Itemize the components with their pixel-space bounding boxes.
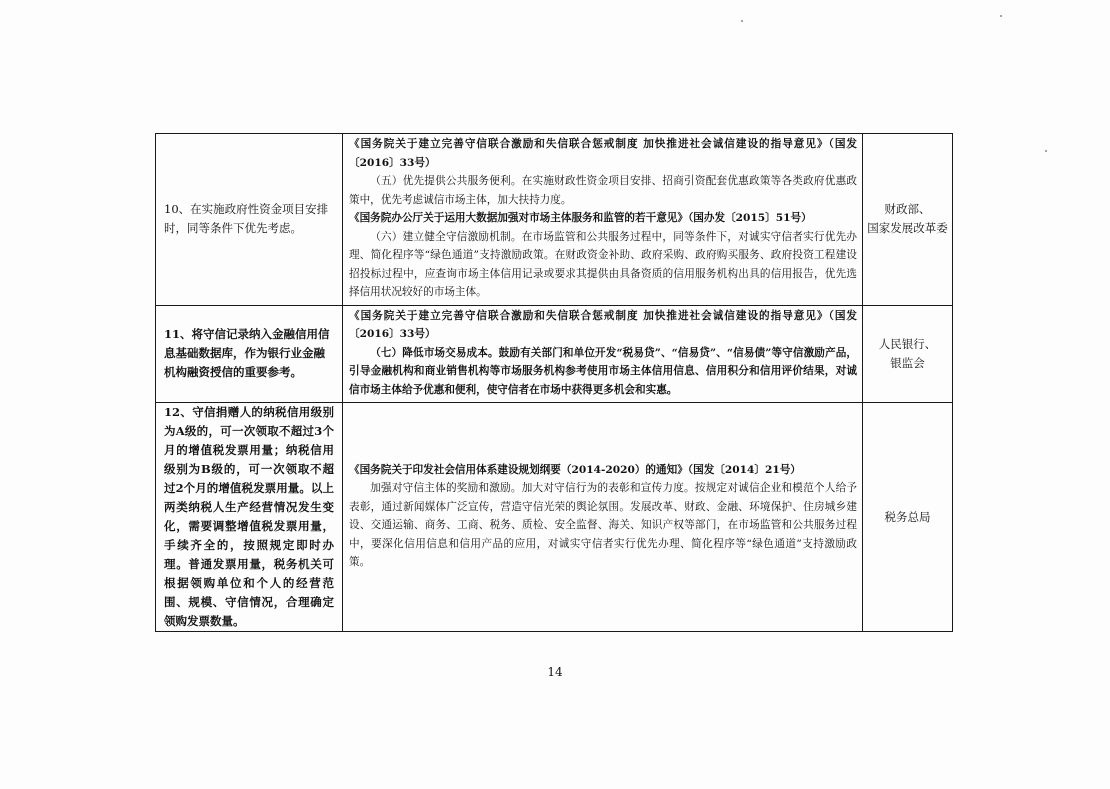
item-cell	[156, 403, 343, 632]
policy-paragraph: 加强对守信主体的奖励和激励。加大对守信行为的表彰和宣传力度。按规定对诚信企业和模范个人给予表彰，通过新闻媒体广泛宣传，营造守信光荣的舆论氛围。发展改革、财政、金融、环境保护、住房城乡建设、交通运输、商务、工商、税务、质检、安全监督、海关、知识产权等部门，在市场监管和公共服务过程中，要深化信用信息和信用产品的应用，对诚实守信者实行优先办理、简化程序等“绿色通道”支持激励政策。	[349, 482, 857, 568]
scan-speck	[1045, 150, 1047, 152]
policy-reference: 《国务院关于建立完善守信联合激励和失信联合惩戒制度 加快推进社会诚信建设的指导意见》（国发〔2016〕33号）	[349, 309, 857, 340]
department-text: 税务总局	[884, 509, 931, 524]
item-text: 12、守信捐赠人的纳税信用级别为A级的，可一次领取不超过3个月的增值税发票用量；纳税信用级别为B级的，可一次领取不超过2个月的增值税发票用量。以上两类纳税人生产经营情况发生变化，需要调整增值税发票用量，手续齐全的，按照规定即时办理。普通发票用量，税务机关可根据领购单位和个人的经营范围、规模、守信情况，合理确定领购发票数量。	[164, 405, 334, 628]
table-row	[156, 403, 953, 632]
department-cell	[863, 305, 953, 403]
policy-reference: 《国务院关于建立完善守信联合激励和失信联合惩戒制度 加快推进社会诚信建设的指导意见》（国发〔2016〕33号）	[349, 138, 857, 169]
table-row	[156, 305, 953, 403]
content-cell	[343, 134, 863, 306]
table-row	[156, 134, 953, 306]
policy-reference: 《国务院办公厅关于运用大数据加强对市场主体服务和监管的若干意见》（国办发〔2015〕51号）	[349, 212, 812, 224]
policy-reference: 《国务院关于印发社会信用体系建设规划纲要（2014-2020）的通知》（国发〔2014〕21号）	[349, 463, 801, 476]
item-cell	[156, 134, 343, 306]
policy-table	[155, 133, 953, 632]
scan-speck	[1000, 15, 1002, 17]
item-text: 10、在实施政府性资金项目安排时，同等条件下优先考虑。	[164, 202, 329, 236]
page-number: 14	[547, 665, 563, 679]
item-cell	[156, 305, 343, 403]
scan-speck	[741, 20, 743, 22]
policy-paragraph: （六）建立健全守信激励机制。在市场监管和公共服务过程中，同等条件下，对诚实守信者实行优先办理、简化程序等“绿色通道”支持激励政策。在财政资金补助、政府采购、政府购买服务、政府投资工程建设招投标过程中，应查询市场主体信用记录或要求其提供由具备资质的信用服务机构出具的信用报告，优先选择信用状况较好的市场主体。	[349, 230, 857, 298]
item-text: 11、将守信记录纳入金融信用信息基础数据库，作为银行业金融机构融资授信的重要参考。	[164, 327, 330, 380]
department-cell	[863, 403, 953, 632]
content-cell	[343, 305, 863, 403]
department-text: 人民银行、 银监会	[878, 336, 937, 370]
policy-paragraph: （七）降低市场交易成本。鼓励有关部门和单位开发“税易贷”、“信易贷”、“信易债”等守信激励产品，引导金融机构和商业销售机构等市场服务机构参考使用市场主体信用信息、信用积分和信用评价结果，对诚信市场主体给予优惠和便利，使守信者在市场中获得更多机会和实惠。	[349, 346, 857, 396]
content-cell	[343, 403, 863, 632]
department-cell	[863, 134, 953, 306]
department-text: 财政部、 国家发展改革委	[867, 202, 948, 236]
policy-paragraph: （五）优先提供公共服务便利。在实施财政性资金项目安排、招商引资配套优惠政策等各类政府优惠政策中，优先考虑诚信市场主体，加大扶持力度。	[349, 175, 857, 206]
